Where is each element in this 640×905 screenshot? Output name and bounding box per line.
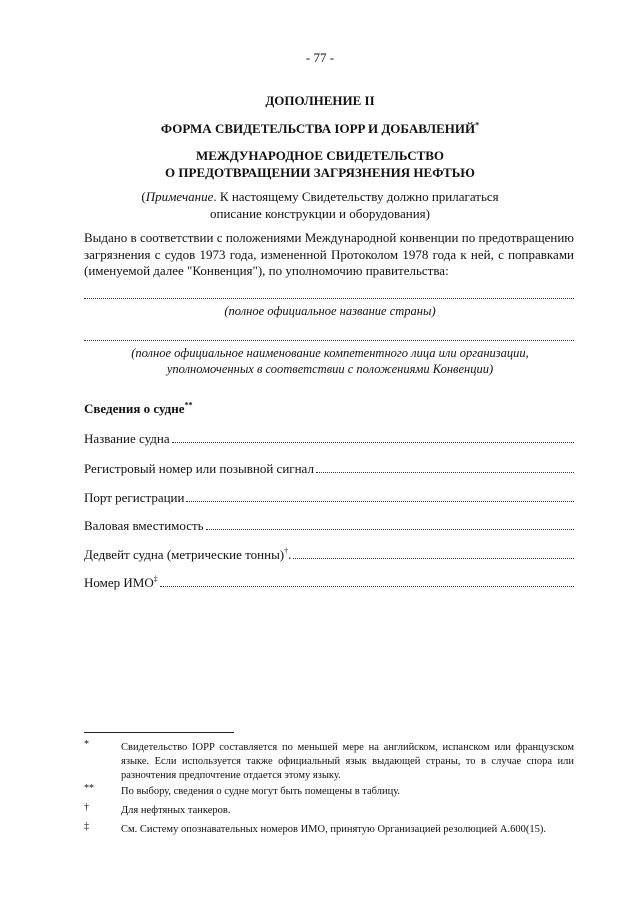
ship-name-label: Название судна	[84, 431, 170, 446]
deadweight-label: Дедвейт судна (метрические тонны)	[84, 547, 285, 562]
footnote-text: Для нефтяных танкеров.	[121, 805, 231, 816]
deadweight-field	[84, 546, 574, 563]
certificate-title-line-2: О ПРЕДОТВРАЩЕНИИ ЗАГРЯЗНЕНИЯ НЕФТЬЮ	[165, 165, 475, 180]
imo-number-label: Номер ИМО	[84, 575, 154, 590]
registry-number-fill-line[interactable]	[316, 472, 574, 473]
footnote-mark: *	[84, 739, 89, 750]
form-title-footnote-mark: *	[475, 120, 480, 130]
form-title-text: ФОРМА СВИДЕТЕЛЬСТВА IOPP И ДОБАВЛЕНИЙ	[160, 121, 476, 136]
ship-section-title-text: Сведения о судне	[84, 401, 185, 416]
authority-fill-line	[84, 340, 574, 341]
authority-caption-line-2: уполномоченных в соответствии с положениями Конвенции)	[166, 362, 494, 376]
deadweight-fill-line[interactable]	[293, 558, 574, 559]
registry-number-label: Регистровый номер или позывной сигнал	[84, 461, 314, 476]
footnote-item	[84, 741, 574, 783]
imo-number-fill-line[interactable]	[160, 586, 574, 587]
deadweight-label-suffix: .	[288, 547, 292, 562]
footnote-separator	[84, 732, 234, 733]
note-open-paren: (	[141, 189, 146, 204]
footnote-item	[84, 785, 574, 799]
form-title	[0, 121, 640, 137]
footnote-item	[84, 823, 574, 837]
port-of-registry-label: Порт регистрации	[84, 490, 185, 505]
gross-tonnage-field	[84, 517, 574, 534]
note-block	[0, 188, 640, 222]
country-caption: (полное официальное название страны)	[224, 304, 436, 318]
imo-number-footnote-mark: ‡	[153, 574, 158, 584]
port-of-registry-fill-line[interactable]	[186, 501, 574, 502]
ship-section-footnote-mark: **	[184, 400, 193, 410]
authority-caption-line-1: (полное официальное наименование компетентного лица или организации,	[131, 346, 529, 360]
footnote-item	[84, 804, 574, 818]
gross-tonnage-fill-line[interactable]	[206, 529, 574, 530]
footnote-mark: †	[84, 802, 89, 813]
registry-number-field	[84, 460, 574, 477]
port-of-registry-field	[84, 489, 574, 506]
certificate-title	[0, 147, 640, 181]
deadweight-footnote-mark: †	[284, 546, 289, 556]
certificate-title-line-1: МЕЖДУНАРОДНОЕ СВИДЕТЕЛЬСТВО	[195, 148, 445, 163]
note-line-2: описание конструкции и оборудования)	[210, 206, 430, 221]
footnote-text: Свидетельство IOPP составляется по меньшей мере на английском, испанском или французском языке. Если используется также официальный язык выдающей страны, то в случае спора или разночтения предпочтение отдается этому языку.	[121, 742, 574, 781]
country-fill-line	[84, 298, 574, 299]
authority-caption	[0, 345, 640, 377]
imo-number-label-group	[84, 575, 160, 591]
ship-name-fill-line[interactable]	[172, 442, 574, 443]
footnote-text: По выбору, сведения о судне могут быть помещены в таблицу.	[121, 786, 401, 797]
ship-name-field	[84, 430, 574, 447]
imo-number-field	[84, 574, 574, 591]
note-label: Примечание	[145, 189, 214, 204]
ship-section-title	[84, 401, 192, 417]
footnote-text: См. Систему опознавательных номеров ИМО, принятую Организацией резолюцией А.600(15).	[121, 824, 546, 835]
footnote-mark: ‡	[84, 821, 89, 832]
appendix-title: ДОПОЛНЕНИЕ II	[265, 93, 375, 108]
gross-tonnage-label: Валовая вместимость	[84, 518, 204, 533]
deadweight-label-group	[84, 547, 293, 563]
page-number: - 77 -	[305, 50, 335, 65]
footnote-mark: **	[84, 783, 94, 794]
issued-paragraph: Выдано в соответствии с положениями Международной конвенции по предотвращению загрязнения с судов 1973 года, измененной Протоколом 1978 года к ней, с поправками (именуемой далее "Конвенция"), по уполномочию правительства:	[84, 230, 574, 278]
note-line-1-text: . К настоящему Свидетельству должно прилагаться	[213, 189, 499, 204]
note-line-1	[0, 188, 640, 205]
